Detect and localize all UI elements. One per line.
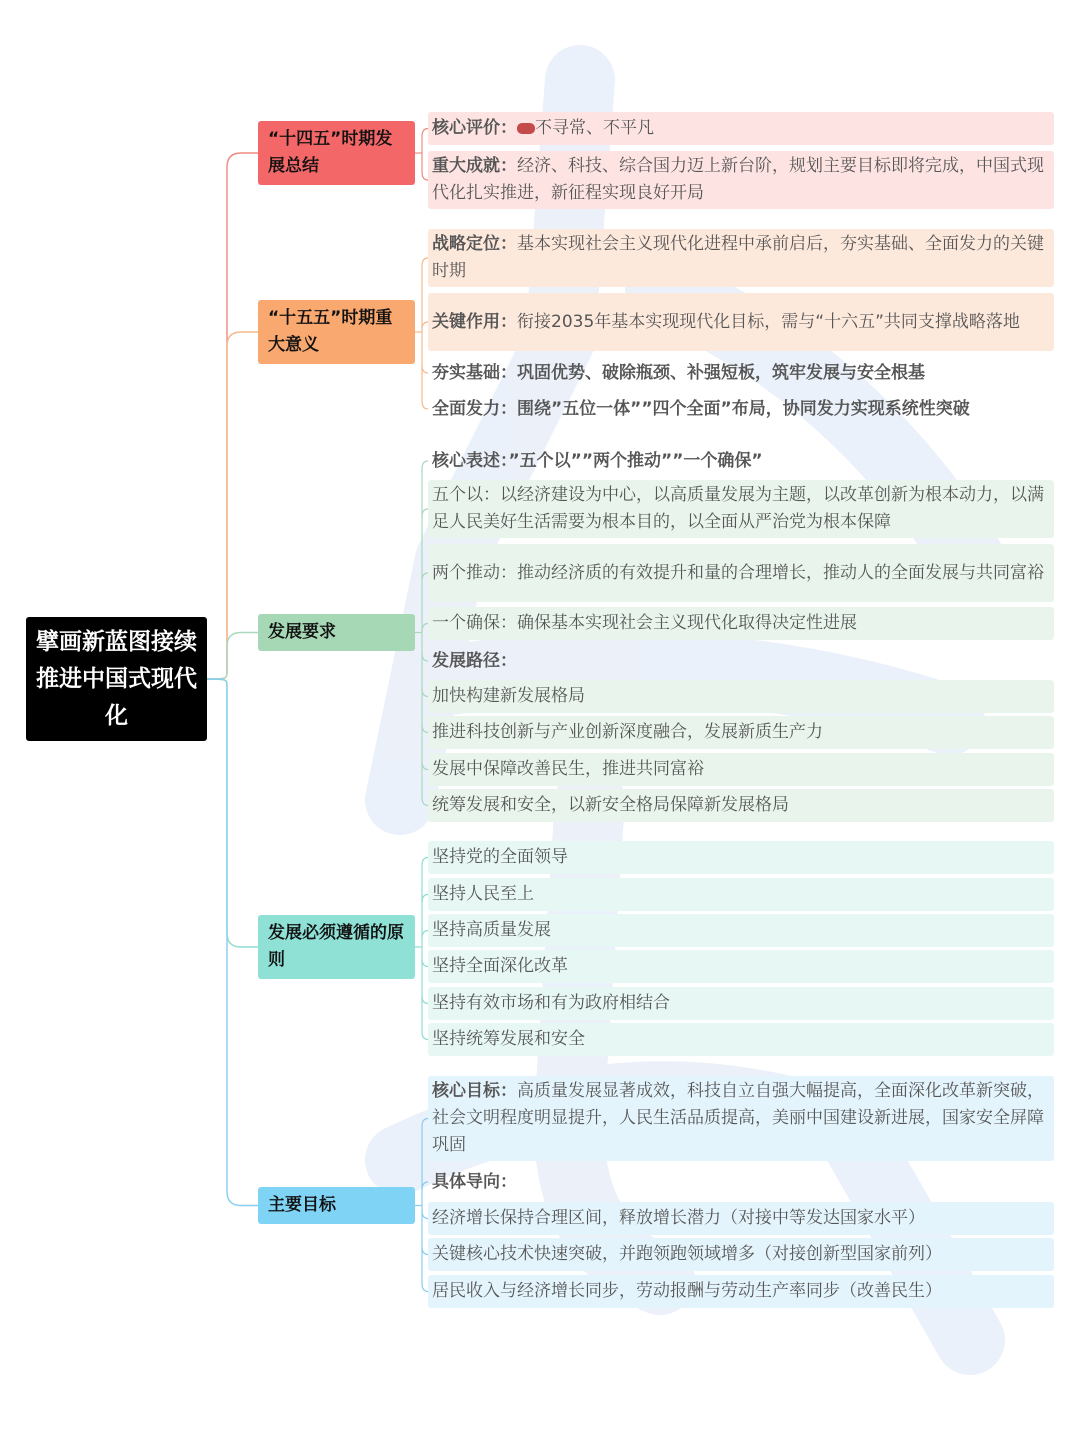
branch-15th-five-year-significance[interactable] <box>258 300 415 364</box>
item-income-growth[interactable] <box>428 1275 1054 1308</box>
connector-root-branch <box>207 153 258 679</box>
item-text: 经济增长保持合理区间，释放增长潜力（对接中等发达国家水平） <box>432 1208 925 1228</box>
item-specific-orientation[interactable] <box>428 1167 1054 1197</box>
item-text: 五个以：以经济建设为中心，以高质量发展为主题，以改革创新为根本动力，以满足人民美好生活需要为根本目的，以全面从严治党为根本保障 <box>432 485 1044 532</box>
item-key: 发展路径： <box>432 650 517 671</box>
item-text: 居民收入与经济增长同步，劳动报酬与劳动生产率同步（改善民生） <box>432 1281 942 1301</box>
item-key: 重大成就： <box>432 156 517 176</box>
item-text: 衔接2035年基本实现现代化目标，需与“十六五”共同支撑战略落地 <box>517 311 1020 332</box>
item-key: 核心表述： <box>432 450 509 471</box>
item-text: 坚持全面深化改革 <box>432 956 568 976</box>
item-text: 加快构建新发展格局 <box>432 686 585 706</box>
item-principle-quality[interactable] <box>428 914 1054 947</box>
item-text: 巩固优势、破除瓶颈、补强短板，筑牢发展与安全根基 <box>517 362 925 383</box>
item-principle-market[interactable] <box>428 987 1054 1020</box>
item-text: 坚持党的全面领导 <box>432 847 568 867</box>
item-core-evaluation[interactable] <box>428 112 1054 145</box>
item-text: 两个推动：推动经济质的有效提升和量的合理增长，推动人的全面发展与共同富裕 <box>432 562 1044 583</box>
item-development-path[interactable] <box>428 646 1054 676</box>
connector-root-branch <box>207 679 258 947</box>
connector-root-branch <box>207 332 258 679</box>
item-text: 关键核心技术快速突破，并跑领跑领域增多（对接创新型国家前列） <box>432 1244 942 1264</box>
branch-development-requirements[interactable] <box>258 614 415 651</box>
item-text: 发展中保障改善民生，推进共同富裕 <box>432 759 704 779</box>
item-five-with[interactable] <box>428 480 1054 538</box>
item-key: 具体导向： <box>432 1171 517 1192</box>
item-text: 坚持高质量发展 <box>432 920 551 940</box>
item-text: 推进科技创新与产业创新深度融合，发展新质生产力 <box>432 722 823 742</box>
item-one-guarantee[interactable] <box>428 607 1054 640</box>
branch-label: 发展要求 <box>268 622 336 642</box>
item-key-role[interactable] <box>428 293 1054 351</box>
item-core-technology[interactable] <box>428 1238 1054 1271</box>
item-solid-foundation[interactable] <box>428 358 1054 388</box>
connector-root-branch <box>207 679 258 1206</box>
item-principle-reform[interactable] <box>428 950 1054 983</box>
connector-root-branch <box>207 633 258 680</box>
item-two-promotions[interactable] <box>428 544 1054 602</box>
item-key: 夯实基础： <box>432 362 517 383</box>
item-key: 核心目标： <box>432 1081 517 1101</box>
item-core-statement[interactable] <box>428 446 1054 476</box>
item-text: 不寻常、不平凡 <box>535 118 654 138</box>
item-major-achievements[interactable] <box>428 151 1054 209</box>
item-economic-growth[interactable] <box>428 1202 1054 1235</box>
item-core-goal[interactable] <box>428 1076 1054 1161</box>
item-key: 关键作用： <box>432 311 517 332</box>
item-text: 基本实现社会主义现代化进程中承前启后，夯实基础、全面发力的关键时期 <box>432 234 1044 281</box>
item-principle-leadership[interactable] <box>428 841 1054 874</box>
item-livelihood[interactable] <box>428 753 1054 786</box>
branch-label: “十四五”时期发展总结 <box>268 129 393 176</box>
item-key: 核心评价： <box>432 118 517 138</box>
item-strategic-positioning[interactable] <box>428 229 1054 287</box>
item-security[interactable] <box>428 789 1054 822</box>
root-node[interactable] <box>26 617 207 741</box>
item-text: 高质量发展显著成效，科技自立自强大幅提高，全面深化改革新突破，社会文明程度明显提升，人民生活品质提高，美丽中国建设新进展，国家安全屏障巩固 <box>432 1081 1044 1155</box>
item-key: 全面发力： <box>432 398 517 419</box>
item-text: 统筹发展和安全，以新安全格局保障新发展格局 <box>432 795 789 815</box>
root-title: 擘画新蓝图接续推进中国式现代化 <box>36 628 197 729</box>
branch-principles[interactable] <box>258 915 415 979</box>
item-new-pattern[interactable] <box>428 680 1054 713</box>
branch-label: 主要目标 <box>268 1195 336 1215</box>
item-full-effort[interactable] <box>428 394 1054 424</box>
branch-main-goals[interactable] <box>258 1187 415 1224</box>
item-tech-innovation[interactable] <box>428 716 1054 749</box>
item-text: 坚持统筹发展和安全 <box>432 1029 585 1049</box>
item-text: 坚持有效市场和有为政府相结合 <box>432 993 670 1013</box>
item-text: 坚持人民至上 <box>432 884 534 904</box>
branch-14th-five-year-summary[interactable] <box>258 121 415 185</box>
branch-label: 发展必须遵循的原则 <box>268 923 404 970</box>
item-principle-security[interactable] <box>428 1023 1054 1056</box>
item-text: 一个确保：确保基本实现社会主义现代化取得决定性进展 <box>432 613 857 633</box>
item-key: 战略定位： <box>432 234 517 254</box>
branch-label: “十五五”时期重大意义 <box>268 308 393 355</box>
redaction-mark <box>517 123 535 134</box>
item-principle-people[interactable] <box>428 878 1054 911</box>
item-text: 围绕”五位一体””四个全面”布局，协同发力实现系统性突破 <box>517 398 970 419</box>
item-text: ”五个以””两个推动””一个确保” <box>508 450 763 471</box>
item-text: 经济、科技、综合国力迈上新台阶，规划主要目标即将完成，中国式现代化扎实推进，新征程实现良好开局 <box>432 156 1044 203</box>
